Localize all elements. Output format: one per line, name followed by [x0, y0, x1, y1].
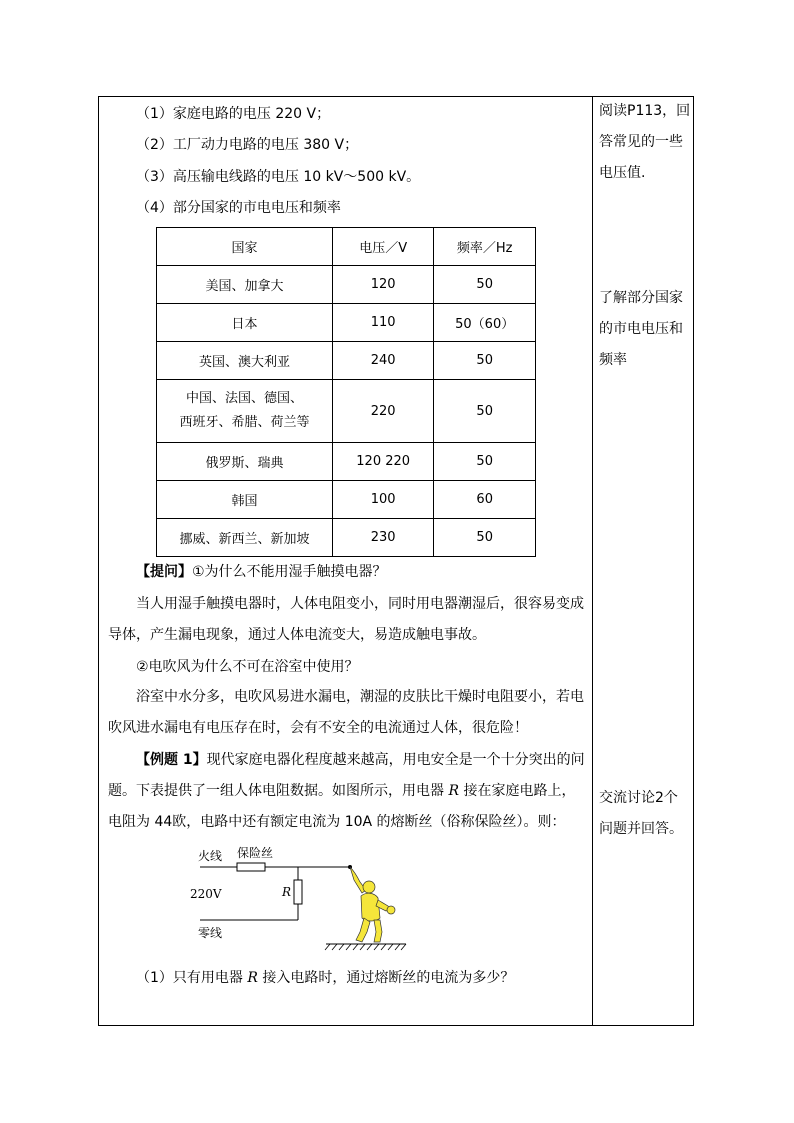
cell-frequency: 50	[434, 342, 536, 380]
example-tag: 【例题 1】	[136, 752, 207, 768]
live-wire-label: 火线	[198, 849, 223, 863]
cell-voltage: 240	[332, 342, 433, 380]
question-tag: 【提问】	[136, 564, 192, 580]
cell-country: 美国、加拿大	[157, 266, 333, 304]
question-1	[136, 562, 387, 582]
answer-1	[108, 589, 586, 651]
example-sub-question	[136, 968, 514, 988]
person-figure	[350, 867, 395, 942]
question-2: ②电吹风为什么不可在浴室中使用？	[136, 659, 359, 675]
answer-2-text: 浴室中水分多，电吹风易进水漏电，潮湿的皮肤比干燥时电阻要小，若电吹风进水漏电有电压存在时，会有不安全的电流通过人体，很危险！	[108, 689, 584, 736]
resistor-symbol	[294, 880, 302, 904]
cell-voltage: 230	[332, 519, 433, 557]
side-note-read: 阅读P113，回答常见的一些电压值.	[599, 103, 691, 181]
example-1	[108, 745, 586, 838]
table-header-row	[157, 228, 536, 266]
cell-voltage: 110	[332, 304, 433, 342]
cell-country: 俄罗斯、瑞典	[157, 443, 333, 481]
cell-voltage: 100	[332, 481, 433, 519]
sub-question-text-a: （1）只有用电器	[136, 970, 248, 986]
cell-country: 日本	[157, 304, 333, 342]
cell-voltage: 120	[332, 266, 433, 304]
cell-frequency: 50	[434, 380, 536, 443]
header-frequency: 频率／Hz	[434, 228, 536, 266]
voltage-label: 220V	[190, 887, 222, 901]
intro-line-1: （1）家庭电路的电压 220 V；	[136, 106, 331, 122]
cell-country-line-2: 西班牙、希腊、荷兰等	[179, 415, 310, 430]
intro-line-3: （3）高压输电线路的电压 10 kV～500 kV。	[136, 169, 421, 185]
cell-voltage: 220	[332, 380, 433, 443]
cell-frequency: 50	[434, 519, 536, 557]
header-voltage: 电压／V	[332, 228, 433, 266]
sub-question-text-b: 接入电路时，通过熔断丝的电流为多少？	[257, 970, 515, 986]
voltage-frequency-table	[156, 227, 536, 557]
table-row	[157, 443, 536, 481]
answer-2	[108, 682, 586, 744]
question-1-text: ①为什么不能用湿手触摸电器？	[192, 564, 387, 580]
intro-line-4: （4）部分国家的市电电压和频率	[136, 200, 341, 216]
cell-frequency: 50	[434, 266, 536, 304]
table-row	[157, 266, 536, 304]
example-text-b: 接在家庭电路上，电阻为 44欧，电路中还有额定电流为 10A 的熔断丝（俗称保险丝）。则：	[108, 783, 576, 830]
cell-country: 挪威、新西兰、新加坡	[157, 519, 333, 557]
table-row	[157, 519, 536, 557]
example-resistor-symbol: R	[448, 783, 459, 799]
side-note-discussion: 交流讨论2个问题并回答。	[599, 790, 683, 837]
example-text-a: 现代家庭电器化程度越来越高，用电安全是一个十分突出的问题。下表提供了一组人体电阻数据。如图所示，用电器	[108, 752, 585, 799]
table-row	[157, 342, 536, 380]
table-row	[157, 481, 536, 519]
cell-country	[157, 380, 333, 443]
neutral-wire-label: 零线	[198, 926, 223, 940]
cell-frequency: 50（60）	[434, 304, 536, 342]
fuse-symbol	[237, 863, 265, 871]
cell-frequency: 50	[434, 443, 536, 481]
sub-question-resistor-symbol: R	[247, 970, 258, 986]
ground-hatch	[325, 944, 406, 950]
circuit-diagram	[190, 840, 410, 956]
cell-voltage: 120 220	[332, 443, 433, 481]
cell-frequency: 60	[434, 481, 536, 519]
table-row	[157, 380, 536, 443]
resistor-label: R	[282, 885, 292, 899]
header-country: 国家	[157, 228, 333, 266]
cell-country: 英国、澳大利亚	[157, 342, 333, 380]
column-divider	[592, 96, 593, 1026]
intro-line-2: （2）工厂动力电路的电压 380 V；	[136, 137, 359, 153]
cell-country-line-1: 中国、法国、德国、	[185, 391, 303, 406]
table-row	[157, 304, 536, 342]
answer-1-text: 当人用湿手触摸电器时，人体电阻变小，同时用电器潮湿后，很容易变成导体，产生漏电现象，通过人体电流变大，易造成触电事故。	[108, 596, 584, 643]
cell-country: 韩国	[157, 481, 333, 519]
fuse-label: 保险丝	[237, 846, 274, 860]
side-note-voltage-frequency: 了解部分国家的市电电压和频率	[599, 290, 683, 368]
